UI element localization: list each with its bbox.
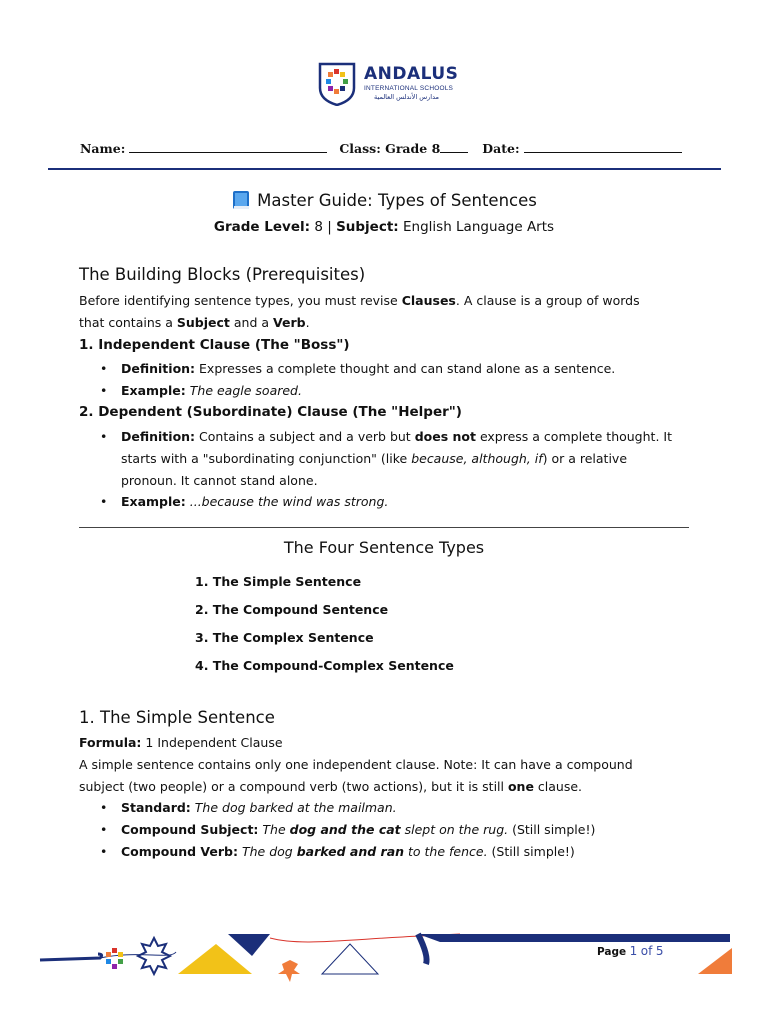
date-label: Date:: [482, 141, 520, 156]
school-logo: [318, 62, 458, 106]
simple-description: A simple sentence contains only one independent clause. Note: It can have a compound subject (two people) or a compound verb (two actions), but it is still one clause.: [79, 757, 633, 794]
title-text: Master Guide: Types of Sentences: [257, 191, 537, 210]
bullet-icon: •: [100, 844, 108, 859]
student-info-row: [80, 140, 682, 156]
bullet-icon: •: [100, 383, 108, 398]
brand-arabic: مدارس الأندلس العالمية: [374, 93, 439, 101]
list-item: 3. The Complex Sentence: [195, 630, 374, 645]
bullet-icon: •: [100, 429, 108, 444]
list-item: 4. The Compound-Complex Sentence: [195, 658, 454, 673]
page-current: 1: [629, 944, 638, 958]
page-of: of: [640, 944, 653, 958]
date-blank[interactable]: [524, 140, 682, 153]
grade-subject-line: [0, 219, 768, 235]
simple-sentence-heading: 1. The Simple Sentence: [79, 708, 275, 727]
prereq-heading: The Building Blocks (Prerequisites): [79, 265, 366, 284]
header-divider: [48, 168, 721, 170]
book-icon: [231, 190, 251, 210]
shield-icon: [318, 62, 356, 106]
star-icon: [138, 938, 170, 974]
subject-label: Subject:: [336, 219, 399, 235]
page-word: Page: [597, 946, 627, 958]
document-page: ANDALUS INTERNATIONAL SCHOOLS مدارس الأندلس العالمية Name: Class: Grade 8 Date: Master Guide: Types of Sentences Grade Level: 8 | Subject: English Language Arts The Building Blocks (Prerequisites) Before identifying sentence types, you must revise Clauses. A clause is a group of words that contains a Subject and a Verb. 1. Independent Clause (The "Boss") • Definition: Expresses a complete thought and can stand alone as a sentence. • Example: The eagle soared. 2. Dependent (Subordinate) Clause (The "Helper") • Definition: Contains a subject and a verb but does not express a complete thought. It starts with a "subordinating conjunction" (like because, although, if) or a relative pronoun. It cannot stand alone. • Example: ...because the wind was strong. The Four Sentence Types 1. The Simple Sentence 2. The Compound Sentence 3. The Complex Sentence 4. The Compound-Complex Sentence 1. The Simple Sentence Formula: 1 Independent Clause A simple sentence contains only one independent clause. Note: It can have a compound subject (two people) or a compound verb (two actions), but it is still one clause. • Standard: The dog barked at the mailman. • Compound Subject: The dog and the cat slept on the rug. (Still simple!) • Compound Verb: The dog barked and ran to the fence. (Still simple!) Page 1 of 5: [0, 0, 768, 1024]
grade-label: Grade Level:: [213, 219, 311, 235]
bullet-icon: •: [100, 361, 108, 376]
bullet-icon: •: [100, 822, 108, 837]
list-item: 2. The Compound Sentence: [195, 602, 389, 617]
class-blank[interactable]: [440, 140, 468, 153]
separator: |: [327, 219, 332, 235]
list-item: 1. The Simple Sentence: [195, 574, 362, 589]
bullet-icon: •: [100, 494, 108, 509]
section-divider: [79, 527, 689, 528]
brand-name: ANDALUS: [364, 64, 459, 84]
simple-formula: Formula: 1 Independent Clause: [79, 735, 283, 750]
grade-value: 8: [314, 219, 323, 235]
name-blank[interactable]: [129, 140, 327, 153]
prereq-intro: Before identifying sentence types, you must revise Clauses. A clause is a group of words that contains a Subject and a Verb.: [79, 293, 640, 330]
page-total: 5: [655, 944, 664, 958]
subject-value: English Language Arts: [403, 219, 555, 235]
page-number: [597, 944, 664, 958]
name-label: Name:: [80, 141, 126, 156]
class-label: Class: Grade 8: [339, 141, 441, 156]
mosaic-icon: [106, 948, 123, 969]
bullet-icon: •: [100, 800, 108, 815]
four-types-heading: The Four Sentence Types: [283, 538, 485, 557]
brand-subtitle: INTERNATIONAL SCHOOLS: [364, 85, 454, 92]
dependent-clause-heading: 2. Dependent (Subordinate) Clause (The "Helper"): [79, 404, 462, 420]
page-title: [0, 190, 768, 210]
independent-clause-heading: 1. Independent Clause (The "Boss"): [79, 337, 350, 353]
